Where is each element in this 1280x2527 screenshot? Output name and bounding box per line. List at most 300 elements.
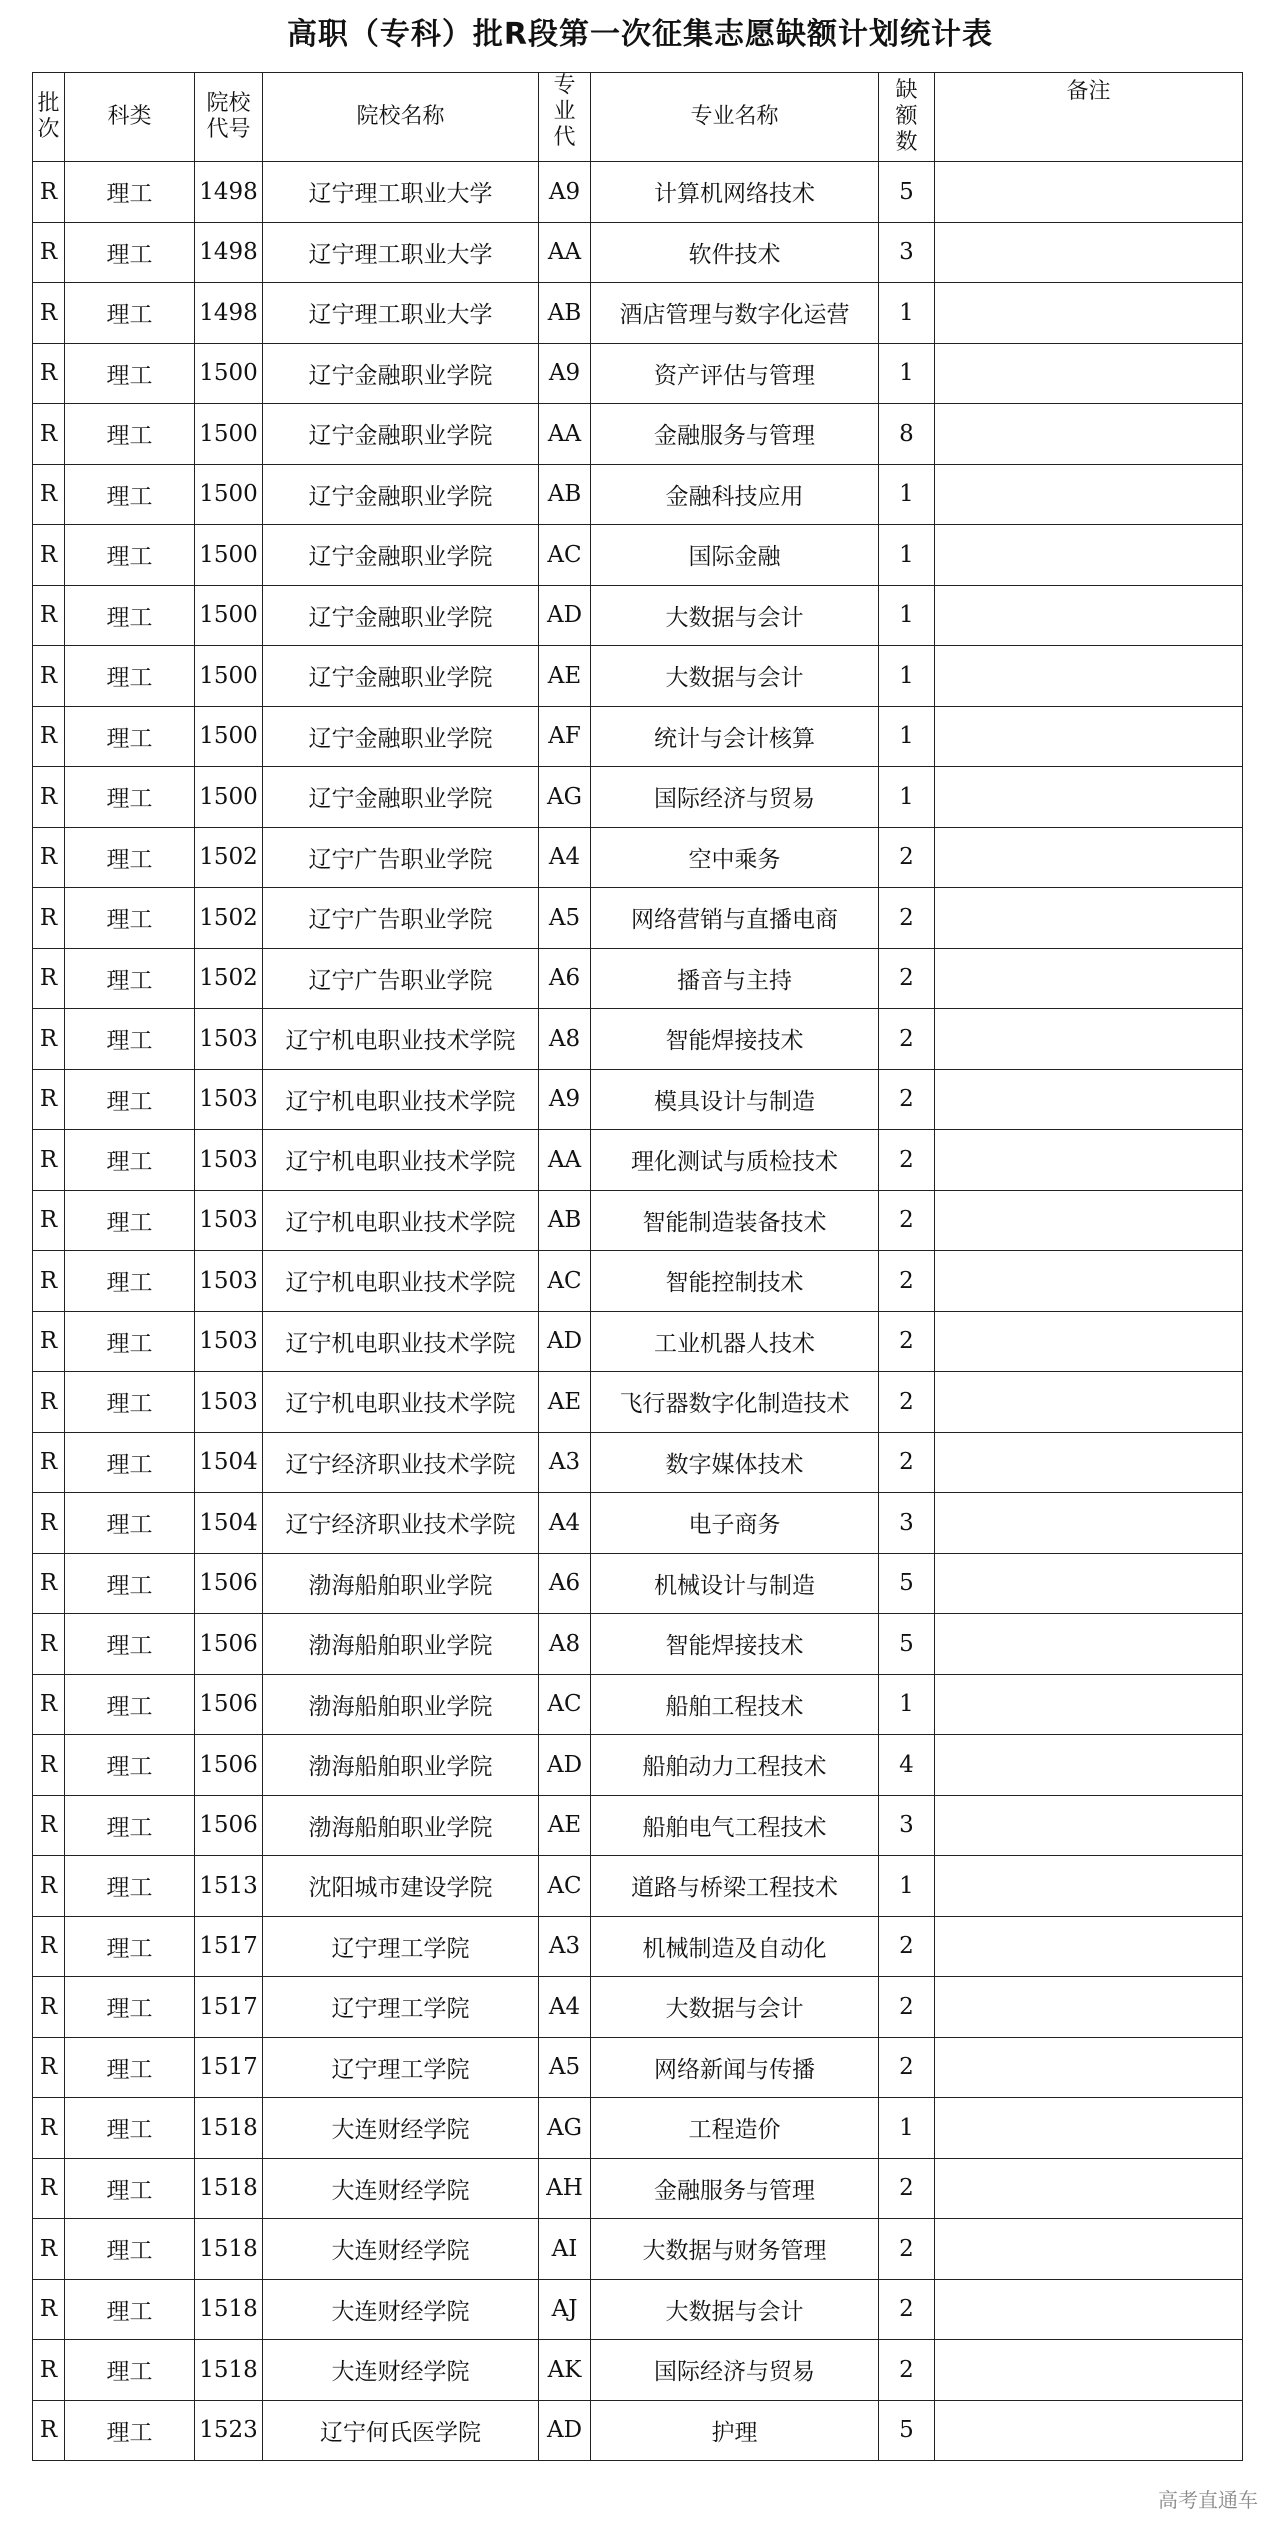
cell-major-code: AG: [539, 767, 591, 828]
col-header-major-name: 专业名称: [591, 73, 879, 162]
cell-major-name: 国际经济与贸易: [591, 767, 879, 828]
cell-batch: R: [33, 1190, 65, 1251]
cell-school-code: 1500: [195, 404, 263, 465]
cell-school-code: 1503: [195, 1372, 263, 1433]
cell-major-name: 智能制造装备技术: [591, 1190, 879, 1251]
cell-school-name: 辽宁机电职业技术学院: [263, 1372, 539, 1433]
cell-major-code: AE: [539, 1795, 591, 1856]
cell-vacancies: 1: [879, 283, 935, 344]
cell-category: 理工: [65, 706, 195, 767]
cell-school-name: 大连财经学院: [263, 2219, 539, 2280]
cell-school-name: 大连财经学院: [263, 2098, 539, 2159]
cell-major-code: AE: [539, 1372, 591, 1433]
cell-remark: [935, 827, 1243, 888]
cell-remark: [935, 706, 1243, 767]
cell-major-code: A4: [539, 1493, 591, 1554]
cell-school-name: 辽宁机电职业技术学院: [263, 1311, 539, 1372]
cell-batch: R: [33, 222, 65, 283]
cell-remark: [935, 1674, 1243, 1735]
cell-school-name: 辽宁机电职业技术学院: [263, 1069, 539, 1130]
cell-major-code: AE: [539, 646, 591, 707]
cell-major-name: 大数据与会计: [591, 585, 879, 646]
col-header-school-code-line: 院校: [206, 91, 251, 116]
cell-major-code: AK: [539, 2340, 591, 2401]
table-row: [33, 1432, 1243, 1493]
table-row: [33, 767, 1243, 828]
cell-major-name: 网络营销与直播电商: [591, 888, 879, 949]
cell-school-name: 辽宁金融职业学院: [263, 404, 539, 465]
col-header-major-code-line: 代: [553, 125, 576, 150]
table-header-row: [33, 73, 1243, 162]
cell-major-name: 机械设计与制造: [591, 1553, 879, 1614]
cell-major-code: AA: [539, 1130, 591, 1191]
cell-major-name: 大数据与会计: [591, 2279, 879, 2340]
cell-vacancies: 1: [879, 343, 935, 404]
cell-category: 理工: [65, 2098, 195, 2159]
cell-batch: R: [33, 1614, 65, 1675]
cell-school-name: 辽宁理工学院: [263, 2037, 539, 2098]
cell-major-name: 船舶电气工程技术: [591, 1795, 879, 1856]
cell-vacancies: 3: [879, 1493, 935, 1554]
cell-remark: [935, 2219, 1243, 2280]
cell-remark: [935, 404, 1243, 465]
table-row: [33, 1614, 1243, 1675]
cell-batch: R: [33, 888, 65, 949]
cell-major-code: AC: [539, 1251, 591, 1312]
cell-remark: [935, 162, 1243, 223]
cell-school-code: 1518: [195, 2098, 263, 2159]
cell-school-code: 1498: [195, 162, 263, 223]
cell-school-name: 辽宁金融职业学院: [263, 706, 539, 767]
cell-batch: R: [33, 1856, 65, 1917]
cell-remark: [935, 343, 1243, 404]
cell-vacancies: 1: [879, 706, 935, 767]
cell-major-name: 工业机器人技术: [591, 1311, 879, 1372]
cell-batch: R: [33, 1251, 65, 1312]
cell-school-code: 1503: [195, 1251, 263, 1312]
cell-category: 理工: [65, 404, 195, 465]
cell-major-code: A4: [539, 1977, 591, 2038]
cell-batch: R: [33, 1069, 65, 1130]
cell-school-name: 大连财经学院: [263, 2158, 539, 2219]
table-row: [33, 2340, 1243, 2401]
cell-school-name: 辽宁广告职业学院: [263, 827, 539, 888]
cell-batch: R: [33, 1553, 65, 1614]
cell-school-name: 辽宁机电职业技术学院: [263, 1009, 539, 1070]
table-row: [33, 646, 1243, 707]
cell-school-name: 沈阳城市建设学院: [263, 1856, 539, 1917]
vacancy-table: [32, 72, 1243, 2461]
cell-vacancies: 5: [879, 1553, 935, 1614]
cell-remark: [935, 1614, 1243, 1675]
cell-major-name: 船舶动力工程技术: [591, 1735, 879, 1796]
cell-school-code: 1500: [195, 464, 263, 525]
cell-remark: [935, 1493, 1243, 1554]
cell-major-name: 金融科技应用: [591, 464, 879, 525]
cell-remark: [935, 1190, 1243, 1251]
cell-school-name: 辽宁金融职业学院: [263, 646, 539, 707]
col-header-batch-line: 次: [37, 117, 60, 142]
table-row: [33, 404, 1243, 465]
cell-vacancies: 1: [879, 1856, 935, 1917]
cell-school-name: 辽宁何氏医学院: [263, 2400, 539, 2461]
col-header-school-name: 院校名称: [263, 73, 539, 162]
cell-school-code: 1502: [195, 888, 263, 949]
cell-remark: [935, 1130, 1243, 1191]
cell-remark: [935, 1311, 1243, 1372]
col-header-batch-line: 批: [37, 91, 60, 116]
cell-school-code: 1503: [195, 1009, 263, 1070]
cell-remark: [935, 1553, 1243, 1614]
cell-school-code: 1518: [195, 2340, 263, 2401]
cell-vacancies: 1: [879, 1674, 935, 1735]
cell-remark: [935, 1735, 1243, 1796]
cell-batch: R: [33, 2098, 65, 2159]
col-header-vacancies: [879, 73, 935, 162]
cell-batch: R: [33, 343, 65, 404]
col-header-vacancies-line: 额: [895, 104, 918, 129]
cell-major-code: AA: [539, 404, 591, 465]
cell-vacancies: 2: [879, 1069, 935, 1130]
cell-major-code: AD: [539, 2400, 591, 2461]
cell-school-code: 1500: [195, 585, 263, 646]
cell-category: 理工: [65, 1493, 195, 1554]
cell-school-code: 1518: [195, 2219, 263, 2280]
cell-remark: [935, 1795, 1243, 1856]
cell-school-name: 大连财经学院: [263, 2340, 539, 2401]
cell-major-name: 国际经济与贸易: [591, 2340, 879, 2401]
cell-category: 理工: [65, 2340, 195, 2401]
cell-vacancies: 2: [879, 2158, 935, 2219]
cell-school-name: 辽宁理工职业大学: [263, 162, 539, 223]
cell-category: 理工: [65, 2158, 195, 2219]
cell-category: 理工: [65, 1735, 195, 1796]
cell-major-name: 金融服务与管理: [591, 2158, 879, 2219]
cell-major-code: AB: [539, 283, 591, 344]
table-row: [33, 888, 1243, 949]
cell-category: 理工: [65, 2037, 195, 2098]
cell-vacancies: 2: [879, 2037, 935, 2098]
cell-batch: R: [33, 283, 65, 344]
cell-remark: [935, 1977, 1243, 2038]
cell-major-name: 大数据与财务管理: [591, 2219, 879, 2280]
cell-major-name: 空中乘务: [591, 827, 879, 888]
cell-major-name: 酒店管理与数字化运营: [591, 283, 879, 344]
cell-major-code: AF: [539, 706, 591, 767]
cell-vacancies: 2: [879, 1977, 935, 2038]
cell-school-code: 1502: [195, 827, 263, 888]
cell-school-code: 1503: [195, 1069, 263, 1130]
cell-major-name: 模具设计与制造: [591, 1069, 879, 1130]
table-row: [33, 706, 1243, 767]
table-row: [33, 948, 1243, 1009]
cell-vacancies: 2: [879, 888, 935, 949]
cell-batch: R: [33, 2340, 65, 2401]
table-row: [33, 1674, 1243, 1735]
cell-batch: R: [33, 1916, 65, 1977]
cell-major-code: A5: [539, 888, 591, 949]
cell-category: 理工: [65, 646, 195, 707]
cell-category: 理工: [65, 1977, 195, 2038]
col-header-batch: [33, 73, 65, 162]
table-row: [33, 2098, 1243, 2159]
cell-major-name: 道路与桥梁工程技术: [591, 1856, 879, 1917]
cell-major-code: A5: [539, 2037, 591, 2098]
cell-major-name: 智能焊接技术: [591, 1009, 879, 1070]
cell-batch: R: [33, 525, 65, 586]
cell-school-name: 渤海船舶职业学院: [263, 1735, 539, 1796]
cell-major-code: A4: [539, 827, 591, 888]
cell-school-name: 渤海船舶职业学院: [263, 1674, 539, 1735]
cell-major-name: 大数据与会计: [591, 1977, 879, 2038]
cell-major-name: 软件技术: [591, 222, 879, 283]
cell-batch: R: [33, 1493, 65, 1554]
cell-category: 理工: [65, 2219, 195, 2280]
cell-school-code: 1517: [195, 1977, 263, 2038]
table-row: [33, 1977, 1243, 2038]
table-row: [33, 162, 1243, 223]
cell-category: 理工: [65, 464, 195, 525]
col-header-major-code-line: 专: [553, 73, 576, 98]
cell-school-name: 辽宁理工职业大学: [263, 222, 539, 283]
cell-vacancies: 2: [879, 1130, 935, 1191]
table-row: [33, 827, 1243, 888]
table-row: [33, 1069, 1243, 1130]
cell-school-name: 辽宁理工职业大学: [263, 283, 539, 344]
cell-remark: [935, 1856, 1243, 1917]
cell-major-name: 智能控制技术: [591, 1251, 879, 1312]
cell-major-code: AC: [539, 525, 591, 586]
cell-category: 理工: [65, 1916, 195, 1977]
cell-category: 理工: [65, 1372, 195, 1433]
cell-major-code: A9: [539, 343, 591, 404]
cell-remark: [935, 1251, 1243, 1312]
cell-batch: R: [33, 948, 65, 1009]
table-row: [33, 585, 1243, 646]
cell-remark: [935, 585, 1243, 646]
cell-school-name: 辽宁经济职业技术学院: [263, 1432, 539, 1493]
cell-batch: R: [33, 2400, 65, 2461]
cell-school-code: 1498: [195, 222, 263, 283]
table-row: [33, 1311, 1243, 1372]
cell-category: 理工: [65, 2279, 195, 2340]
cell-batch: R: [33, 585, 65, 646]
cell-category: 理工: [65, 162, 195, 223]
cell-vacancies: 1: [879, 464, 935, 525]
cell-vacancies: 3: [879, 222, 935, 283]
table-row: [33, 1856, 1243, 1917]
cell-batch: R: [33, 1009, 65, 1070]
cell-batch: R: [33, 1674, 65, 1735]
cell-category: 理工: [65, 767, 195, 828]
cell-school-code: 1503: [195, 1190, 263, 1251]
cell-major-name: 统计与会计核算: [591, 706, 879, 767]
cell-category: 理工: [65, 1009, 195, 1070]
cell-major-name: 护理: [591, 2400, 879, 2461]
cell-remark: [935, 525, 1243, 586]
cell-major-code: A8: [539, 1009, 591, 1070]
cell-vacancies: 2: [879, 1432, 935, 1493]
cell-major-code: AD: [539, 585, 591, 646]
cell-batch: R: [33, 464, 65, 525]
cell-major-code: AC: [539, 1856, 591, 1917]
cell-remark: [935, 1069, 1243, 1130]
cell-school-name: 辽宁机电职业技术学院: [263, 1251, 539, 1312]
cell-school-code: 1518: [195, 2279, 263, 2340]
table-row: [33, 464, 1243, 525]
cell-batch: R: [33, 2037, 65, 2098]
cell-batch: R: [33, 1130, 65, 1191]
col-header-major-code-line: 业: [553, 99, 576, 124]
cell-school-code: 1523: [195, 2400, 263, 2461]
page-title: 高职（专科）批R段第一次征集志愿缺额计划统计表: [286, 17, 994, 52]
cell-school-name: 辽宁机电职业技术学院: [263, 1130, 539, 1191]
cell-vacancies: 3: [879, 1795, 935, 1856]
table-row: [33, 1493, 1243, 1554]
table-row: [33, 343, 1243, 404]
table-row: [33, 1130, 1243, 1191]
cell-school-code: 1502: [195, 948, 263, 1009]
cell-school-name: 辽宁广告职业学院: [263, 948, 539, 1009]
cell-major-name: 理化测试与质检技术: [591, 1130, 879, 1191]
cell-major-code: AJ: [539, 2279, 591, 2340]
cell-major-code: AD: [539, 1311, 591, 1372]
cell-major-name: 电子商务: [591, 1493, 879, 1554]
cell-major-name: 金融服务与管理: [591, 404, 879, 465]
cell-batch: R: [33, 2219, 65, 2280]
cell-vacancies: 2: [879, 1372, 935, 1433]
cell-category: 理工: [65, 1130, 195, 1191]
cell-major-name: 飞行器数字化制造技术: [591, 1372, 879, 1433]
cell-remark: [935, 2037, 1243, 2098]
table-row: [33, 222, 1243, 283]
cell-major-name: 船舶工程技术: [591, 1674, 879, 1735]
cell-vacancies: 2: [879, 948, 935, 1009]
cell-vacancies: 2: [879, 1916, 935, 1977]
cell-school-code: 1506: [195, 1674, 263, 1735]
cell-school-code: 1500: [195, 646, 263, 707]
cell-major-name: 网络新闻与传播: [591, 2037, 879, 2098]
cell-major-name: 计算机网络技术: [591, 162, 879, 223]
cell-school-name: 辽宁机电职业技术学院: [263, 1190, 539, 1251]
cell-category: 理工: [65, 1795, 195, 1856]
table-row: [33, 1251, 1243, 1312]
cell-remark: [935, 646, 1243, 707]
cell-vacancies: 2: [879, 2340, 935, 2401]
table-row: [33, 1553, 1243, 1614]
cell-school-name: 辽宁广告职业学院: [263, 888, 539, 949]
cell-school-code: 1506: [195, 1735, 263, 1796]
table-row: [33, 1916, 1243, 1977]
cell-school-code: 1506: [195, 1795, 263, 1856]
col-header-school-code-line: 代号: [206, 117, 251, 142]
cell-vacancies: 5: [879, 1614, 935, 1675]
cell-remark: [935, 2098, 1243, 2159]
table-row: [33, 1372, 1243, 1433]
cell-category: 理工: [65, 283, 195, 344]
cell-vacancies: 1: [879, 646, 935, 707]
cell-school-name: 辽宁经济职业技术学院: [263, 1493, 539, 1554]
table-row: [33, 525, 1243, 586]
cell-category: 理工: [65, 1553, 195, 1614]
cell-vacancies: 1: [879, 2098, 935, 2159]
cell-school-name: 渤海船舶职业学院: [263, 1795, 539, 1856]
table-body: [33, 162, 1243, 2461]
cell-remark: [935, 1916, 1243, 1977]
cell-vacancies: 1: [879, 767, 935, 828]
cell-category: 理工: [65, 1432, 195, 1493]
cell-category: 理工: [65, 1614, 195, 1675]
cell-vacancies: 4: [879, 1735, 935, 1796]
table-row: [33, 1795, 1243, 1856]
cell-remark: [935, 1432, 1243, 1493]
col-header-vacancies-line: 数: [895, 130, 918, 155]
cell-remark: [935, 1372, 1243, 1433]
cell-vacancies: 2: [879, 2219, 935, 2280]
cell-major-code: A3: [539, 1916, 591, 1977]
cell-vacancies: 5: [879, 2400, 935, 2461]
table-row: [33, 2158, 1243, 2219]
cell-school-code: 1518: [195, 2158, 263, 2219]
cell-vacancies: 2: [879, 1251, 935, 1312]
cell-vacancies: 8: [879, 404, 935, 465]
cell-school-code: 1500: [195, 767, 263, 828]
cell-batch: R: [33, 404, 65, 465]
cell-major-code: AB: [539, 464, 591, 525]
cell-school-name: 辽宁金融职业学院: [263, 343, 539, 404]
cell-category: 理工: [65, 1251, 195, 1312]
cell-school-code: 1500: [195, 525, 263, 586]
cell-category: 理工: [65, 948, 195, 1009]
cell-batch: R: [33, 1372, 65, 1433]
cell-school-name: 辽宁金融职业学院: [263, 585, 539, 646]
cell-batch: R: [33, 1432, 65, 1493]
cell-major-code: A8: [539, 1614, 591, 1675]
cell-school-name: 辽宁理工学院: [263, 1977, 539, 2038]
table-row: [33, 2219, 1243, 2280]
cell-major-code: AH: [539, 2158, 591, 2219]
cell-major-name: 国际金融: [591, 525, 879, 586]
cell-remark: [935, 222, 1243, 283]
cell-vacancies: 2: [879, 2279, 935, 2340]
cell-major-code: AA: [539, 222, 591, 283]
cell-batch: R: [33, 706, 65, 767]
table-row: [33, 2279, 1243, 2340]
cell-category: 理工: [65, 1190, 195, 1251]
table-row: [33, 1190, 1243, 1251]
col-header-vacancies-line: 缺: [895, 78, 918, 103]
cell-remark: [935, 948, 1243, 1009]
cell-school-code: 1500: [195, 343, 263, 404]
cell-batch: R: [33, 162, 65, 223]
cell-vacancies: 2: [879, 1311, 935, 1372]
cell-batch: R: [33, 2279, 65, 2340]
table-row: [33, 2400, 1243, 2461]
cell-major-code: AD: [539, 1735, 591, 1796]
cell-major-code: A9: [539, 1069, 591, 1130]
cell-category: 理工: [65, 1311, 195, 1372]
cell-remark: [935, 767, 1243, 828]
cell-major-name: 机械制造及自动化: [591, 1916, 879, 1977]
cell-major-code: A9: [539, 162, 591, 223]
cell-batch: R: [33, 1795, 65, 1856]
cell-category: 理工: [65, 1674, 195, 1735]
cell-school-name: 渤海船舶职业学院: [263, 1553, 539, 1614]
cell-major-name: 工程造价: [591, 2098, 879, 2159]
cell-category: 理工: [65, 827, 195, 888]
watermark: 高考直通车: [1158, 2488, 1258, 2512]
cell-major-code: A6: [539, 1553, 591, 1614]
